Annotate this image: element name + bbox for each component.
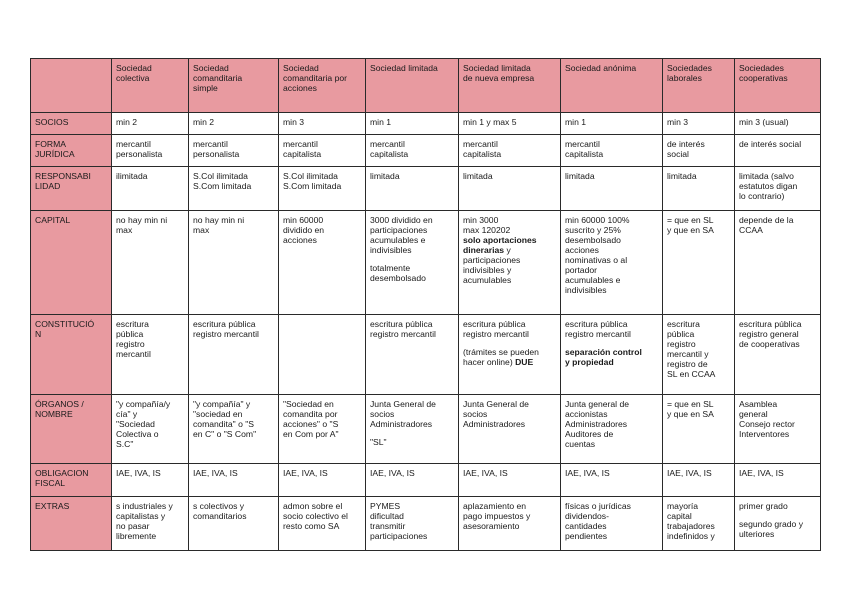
- comparison-table: [30, 58, 821, 551]
- table-cell: IAE, IVA, IS: [735, 464, 821, 497]
- table-cell: min 3: [663, 113, 735, 135]
- table-cell: IAE, IVA, IS: [279, 464, 366, 497]
- row-responsabilidad: [31, 167, 821, 211]
- table-cell: IAE, IVA, IS: [561, 464, 663, 497]
- row-label-responsabilidad: RESPONSABI LIDAD: [31, 167, 112, 211]
- table-cell: mercantil capitalista: [459, 135, 561, 167]
- row-label-constitucion: CONSTITUCIÓ N: [31, 315, 112, 395]
- table-cell: escritura pública registro mercantil: [112, 315, 189, 395]
- col-header-comanditaria-simple: Sociedad comanditaria simple: [189, 59, 279, 113]
- bold-text: solo aportaciones dinerarias: [463, 235, 537, 256]
- table-cell: = que en SL y que en SA: [663, 211, 735, 315]
- table-cell: aplazamiento en pago impuestos y asesoramiento: [459, 497, 561, 551]
- row-label-socios: SOCIOS: [31, 113, 112, 135]
- row-constitucion: [31, 315, 821, 395]
- col-header-sociedad-colectiva: Sociedad colectiva: [112, 59, 189, 113]
- table-cell: escritura pública registro mercantil: [189, 315, 279, 395]
- table-cell: de interés social: [663, 135, 735, 167]
- bold-text: separación control y propiedad: [565, 347, 642, 368]
- table-cell: min 1: [366, 113, 459, 135]
- corner-header-cell: [31, 59, 112, 113]
- table-cell: escritura pública registro mercantil: [366, 315, 459, 395]
- table-cell: S.Col ilimitada S.Com limitada: [189, 167, 279, 211]
- table-cell: mercantil capitalista: [279, 135, 366, 167]
- row-label-obligacion-fiscal: OBLIGACION FISCAL: [31, 464, 112, 497]
- col-header-cooperativas: Sociedades cooperativas: [735, 59, 821, 113]
- table-cell: S.Col ilimitada S.Com limitada: [279, 167, 366, 211]
- row-label-forma-juridica: FORMA JURÍDICA: [31, 135, 112, 167]
- table-cell: PYMES dificultad transmitir participaciones: [366, 497, 459, 551]
- table-cell: escritura pública registro mercantil (trámites se pueden hacer online) DUE: [459, 315, 561, 395]
- table-cell: físicas o jurídicas dividendos- cantidades pendientes: [561, 497, 663, 551]
- table-cell: min 60000 100% suscrito y 25% desembolsado acciones nominativas o al portador acumulables e indivisibles: [561, 211, 663, 315]
- table-cell: min 1: [561, 113, 663, 135]
- table-cell: Junta General de socios Administradores "SL": [366, 395, 459, 464]
- table-cell: mercantil personalista: [189, 135, 279, 167]
- row-organos: [31, 395, 821, 464]
- row-forma-juridica: [31, 135, 821, 167]
- table-cell: IAE, IVA, IS: [663, 464, 735, 497]
- bold-text: DUE: [515, 357, 534, 368]
- table-cell: min 3 (usual): [735, 113, 821, 135]
- row-extras: [31, 497, 821, 551]
- table-cell: escritura pública registro mercantil y registro de SL en CCAA: [663, 315, 735, 395]
- table-cell: ilimitada: [112, 167, 189, 211]
- col-header-sociedad-limitada: Sociedad limitada: [366, 59, 459, 113]
- table-cell: primer grado segundo grado y ulteriores: [735, 497, 821, 551]
- col-header-sociedad-anonima: Sociedad anónima: [561, 59, 663, 113]
- table-cell: IAE, IVA, IS: [366, 464, 459, 497]
- table-cell: min 3000 max 120202 solo aportaciones dinerarias y participaciones indivisibles y acumulables: [459, 211, 561, 315]
- table-cell: no hay min ni max: [112, 211, 189, 315]
- table-cell: depende de la CCAA: [735, 211, 821, 315]
- table-cell: "y compañía" y "sociedad en comandita" o "S en C" o "S Com": [189, 395, 279, 464]
- table-cell: IAE, IVA, IS: [189, 464, 279, 497]
- row-label-organos: ÓRGANOS / NOMBRE: [31, 395, 112, 464]
- table-cell: de interés social: [735, 135, 821, 167]
- col-header-limitada-nueva-empresa: Sociedad limitada de nueva empresa: [459, 59, 561, 113]
- table-cell: mercantil capitalista: [366, 135, 459, 167]
- table-cell: [279, 315, 366, 395]
- table-cell: limitada: [561, 167, 663, 211]
- table-cell: min 3: [279, 113, 366, 135]
- table-cell: Junta General de socios Administradores: [459, 395, 561, 464]
- table-cell: escritura pública registro mercantil separación control y propiedad: [561, 315, 663, 395]
- table-cell: limitada: [459, 167, 561, 211]
- table-cell: s industriales y capitalistas y no pasar libremente: [112, 497, 189, 551]
- row-label-extras: EXTRAS: [31, 497, 112, 551]
- table-cell: escritura pública registro general de cooperativas: [735, 315, 821, 395]
- table-cell: Junta general de accionistas Administradores Auditores de cuentas: [561, 395, 663, 464]
- table-cell: mercantil capitalista: [561, 135, 663, 167]
- table-cell: limitada: [663, 167, 735, 211]
- col-header-laborales: Sociedades laborales: [663, 59, 735, 113]
- table-cell: limitada (salvo estatutos digan lo contrario): [735, 167, 821, 211]
- table-cell: s colectivos y comanditarios: [189, 497, 279, 551]
- table-cell: min 2: [112, 113, 189, 135]
- col-header-comanditaria-acciones: Sociedad comanditaria por acciones: [279, 59, 366, 113]
- table-cell: no hay min ni max: [189, 211, 279, 315]
- table-cell: IAE, IVA, IS: [112, 464, 189, 497]
- table-cell: min 2: [189, 113, 279, 135]
- row-obligacion-fiscal: [31, 464, 821, 497]
- table-cell: min 60000 dividido en acciones: [279, 211, 366, 315]
- table-cell: mercantil personalista: [112, 135, 189, 167]
- table-cell: Asamblea general Consejo rector Interventores: [735, 395, 821, 464]
- row-capital: [31, 211, 821, 315]
- row-label-capital: CAPITAL: [31, 211, 112, 315]
- table-cell: IAE, IVA, IS: [459, 464, 561, 497]
- table-cell: "y compañía/y cía" y "Sociedad Colectiva o S.C": [112, 395, 189, 464]
- table-cell: min 1 y max 5: [459, 113, 561, 135]
- header-row: [31, 59, 821, 113]
- table-cell: mayoría capital trabajadores indefinidos y: [663, 497, 735, 551]
- table-cell: limitada: [366, 167, 459, 211]
- table-cell: 3000 dividido en participaciones acumulables e indivisibles totalmente desembolsado: [366, 211, 459, 315]
- table-cell: admon sobre el socio colectivo el resto como SA: [279, 497, 366, 551]
- table-cell: = que en SL y que en SA: [663, 395, 735, 464]
- table-cell: "Sociedad en comandita por acciones" o "S en Com por A": [279, 395, 366, 464]
- row-socios: [31, 113, 821, 135]
